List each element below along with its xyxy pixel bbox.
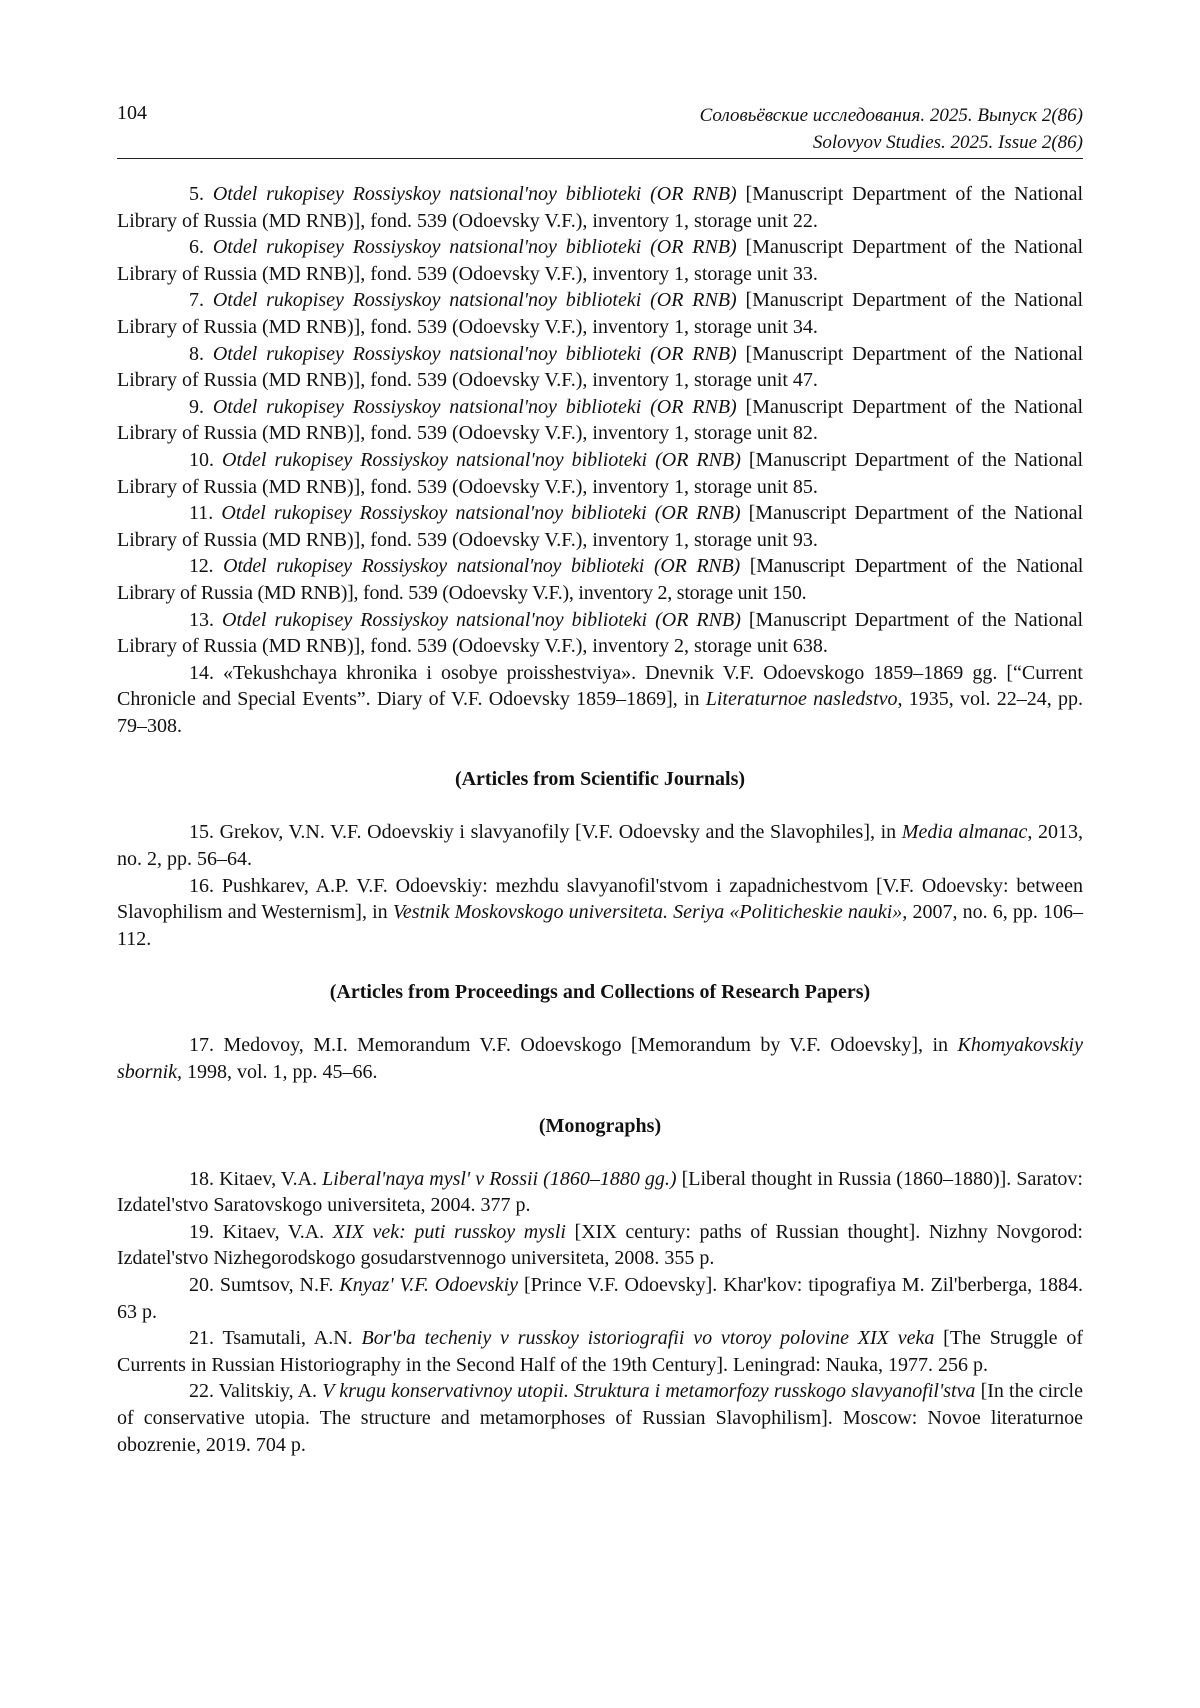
journal-title	[700, 102, 1083, 156]
reference-item: 13. Otdel rukopisey Rossiyskoy natsional'noy biblioteki (OR RNB) [Manuscript Department of the National Library of Russia (MD RNB)], fond. 539 (Odoevsky V.F.), inventory 2, storage unit 638.	[117, 608, 1084, 658]
reference-item: 11. Otdel rukopisey Rossiyskoy natsional'noy biblioteki (OR RNB) [Manuscript Department of the National Library of Russia (MD RNB)], fond. 539 (Odoevsky V.F.), inventory 1, storage unit 93.	[117, 502, 1084, 551]
reference-item: 8. Otdel rukopisey Rossiyskoy natsional'noy biblioteki (OR RNB) [Manuscript Department of the National Library of Russia (MD RNB)], fond. 539 (Odoevsky V.F.), inventory 1, storage unit 47.	[117, 342, 1084, 392]
journal-title-en: Solovyov Studies. 2025. Issue 2(86)	[812, 132, 1083, 153]
section-heading-monographs: (Monographs)	[538, 1114, 662, 1137]
reference-item: 22. Valitskiy, A. V krugu konservativnoy utopii. Struktura i metamorfozy russkogo slavyanofil'stva [In the circle of conservative utopia. The structure and metamorphoses of Russian Slavophilism]. Moscow: Novoe literaturnoe obozrenie, 2019. 704 p.	[117, 1380, 1083, 1456]
reference-item: 7. Otdel rukopisey Rossiyskoy natsional'noy biblioteki (OR RNB) [Manuscript Department of the National Library of Russia (MD RNB)], fond. 539 (Odoevsky V.F.), inventory 1, storage unit 34.	[117, 289, 1084, 338]
reference-item: 18. Kitaev, V.A. Liberal'naya mysl' v Rossii (1860–1880 gg.) [Liberal thought in Russia (1860–1880)]. Saratov: Izdatel'stvo Saratovskogo universiteta, 2004. 377 p.	[117, 1167, 1083, 1217]
section-heading-journals: (Articles from Scientific Journals)	[454, 768, 746, 791]
reference-item: 17. Medovoy, M.I. Memorandum V.F. Odoevskogo [Memorandum by V.F. Odoevsky], in Khomyakovskiy sbornik, 1998, vol. 1, pp. 45–66.	[117, 1034, 1083, 1084]
journal-title-ru: Соловьёвские исследования. 2025. Выпуск 2(86)	[699, 105, 1083, 126]
reference-item: 20. Sumtsov, N.F. Knyaz' V.F. Odoevskiy [Prince V.F. Odoevsky]. Khar'kov: tipografiya M. Zil'berberga, 1884. 63 p.	[117, 1274, 1083, 1323]
reference-item: 6. Otdel rukopisey Rossiyskoy natsional'noy biblioteki (OR RNB) [Manuscript Department of the National Library of Russia (MD RNB)], fond. 539 (Odoevsky V.F.), inventory 1, storage unit 33.	[117, 236, 1084, 285]
reference-item: 14. «Tekushchaya khronika i osobye proisshestviya». Dnevnik V.F. Odoevskogo 1859–1869 gg. [“Current Chronicle and Special Events”. Diary of V.F. Odoevsky 1859–1869], in Literaturnoe nasledstvo, 1935, vol. 22–24, pp. 79–308.	[117, 661, 1084, 737]
reference-item: 9. Otdel rukopisey Rossiyskoy natsional'noy biblioteki (OR RNB) [Manuscript Department of the National Library of Russia (MD RNB)], fond. 539 (Odoevsky V.F.), inventory 1, storage unit 82.	[117, 395, 1084, 445]
reference-item: 5. Otdel rukopisey Rossiyskoy natsional'noy biblioteki (OR RNB) [Manuscript Department of the National Library of Russia (MD RNB)], fond. 539 (Odoevsky V.F.), inventory 1, storage unit 22.	[117, 183, 1084, 232]
reference-item: 21. Tsamutali, A.N. Bor'ba techeniy v russkoy istoriografii vo vtoroy polovine XIX veka [The Struggle of Currents in Russian Historiography in the Second Half of the 19th Century]. Leningrad: Nauka, 1977. 256 p.	[117, 1327, 1084, 1376]
page-number: 104	[117, 102, 147, 124]
section-heading-proceedings: (Articles from Proceedings and Collections of Research Papers)	[329, 981, 871, 1004]
reference-item: 19. Kitaev, V.A. XIX vek: puti russkoy mysli [XIX century: paths of Russian thought]. Nizhny Novgorod: Izdatel'stvo Nizhegorodskogo gosudarstvennogo universiteta, 2008. 355 p.	[117, 1220, 1083, 1270]
running-header	[117, 98, 1083, 159]
reference-item: 12. Otdel rukopisey Rossiyskoy natsional'noy biblioteki (OR RNB) [Manuscript Department of the National Library of Russia (MD RNB)], fond. 539 (Odoevsky V.F.), inventory 2, storage unit 150.	[117, 555, 1084, 604]
reference-item: 10. Otdel rukopisey Rossiyskoy natsional'noy biblioteki (OR RNB) [Manuscript Department of the National Library of Russia (MD RNB)], fond. 539 (Odoevsky V.F.), inventory 1, storage unit 85.	[117, 448, 1084, 498]
reference-item: 15. Grekov, V.N. V.F. Odoevskiy i slavyanofily [V.F. Odoevsky and the Slavophiles], in Media almanac, 2013, no. 2, pp. 56–64.	[117, 821, 1083, 871]
reference-item: 16. Pushkarev, A.P. V.F. Odoevskiy: mezhdu slavyanofil'stvom i zapadnichestvom [V.F. Odoevsky: between Slavophilism and Westernism], in Vestnik Moskovskogo universiteta. Seriya «Politicheskie nauki», 2007, no. 6, pp. 106–112.	[117, 874, 1084, 950]
references-list	[117, 181, 1083, 1458]
